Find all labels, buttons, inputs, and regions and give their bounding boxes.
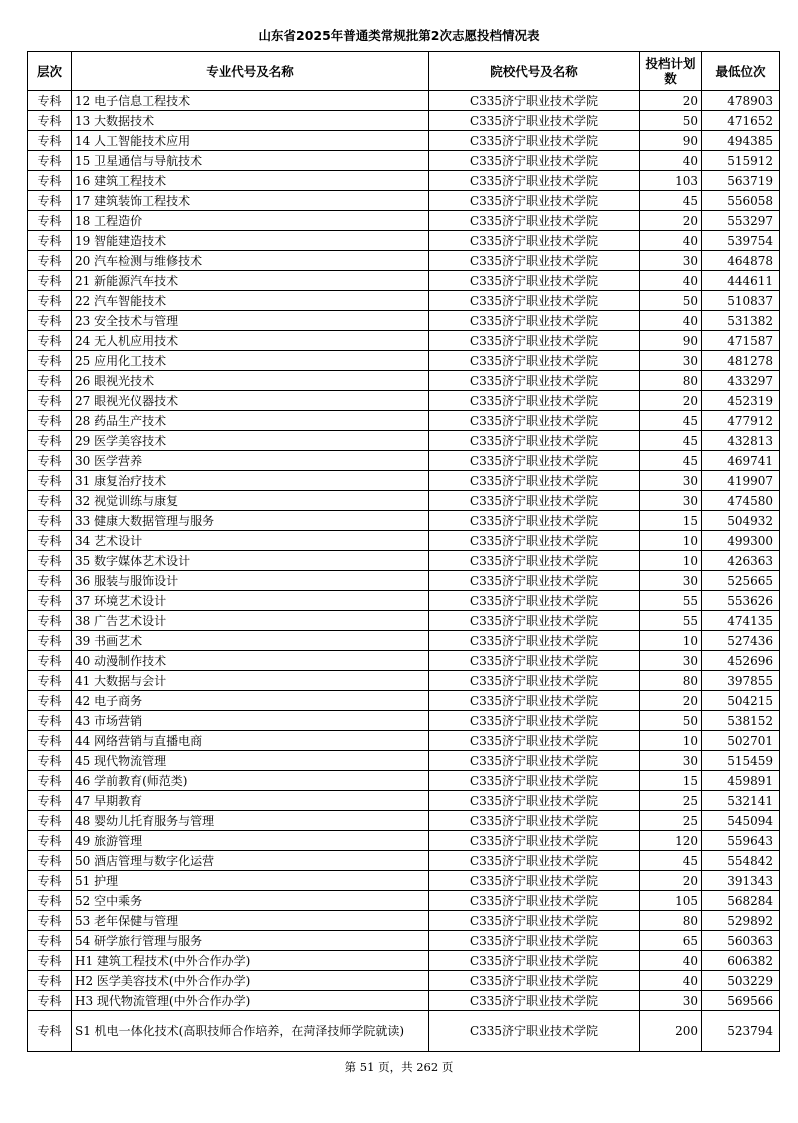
cell-plan: 30 — [640, 471, 702, 491]
cell-level: 专科 — [28, 731, 72, 751]
cell-plan: 10 — [640, 531, 702, 551]
cell-level: 专科 — [28, 971, 72, 991]
cell-level: 专科 — [28, 451, 72, 471]
cell-level: 专科 — [28, 671, 72, 691]
cell-school: C335济宁职业技术学院 — [429, 411, 640, 431]
cell-plan: 45 — [640, 431, 702, 451]
cell-level: 专科 — [28, 211, 72, 231]
cell-plan: 10 — [640, 731, 702, 751]
table-row — [28, 471, 780, 491]
cell-major: 40 动漫制作技术 — [72, 651, 429, 671]
cell-major: 23 安全技术与管理 — [72, 311, 429, 331]
cell-plan: 90 — [640, 131, 702, 151]
table-row — [28, 291, 780, 311]
cell-major: 28 药品生产技术 — [72, 411, 429, 431]
header-school: 院校代号及名称 — [429, 52, 640, 91]
cell-plan: 55 — [640, 611, 702, 631]
cell-plan: 90 — [640, 331, 702, 351]
cell-plan: 30 — [640, 571, 702, 591]
cell-plan: 30 — [640, 251, 702, 271]
table-row — [28, 391, 780, 411]
cell-level: 专科 — [28, 611, 72, 631]
table-row — [28, 311, 780, 331]
cell-major: 49 旅游管理 — [72, 831, 429, 851]
table-row — [28, 631, 780, 651]
cell-rank: 474135 — [702, 611, 780, 631]
cell-level: 专科 — [28, 331, 72, 351]
table-row — [28, 771, 780, 791]
cell-level: 专科 — [28, 991, 72, 1011]
admission-table — [27, 51, 780, 1052]
cell-plan: 45 — [640, 411, 702, 431]
table-row — [28, 491, 780, 511]
cell-level: 专科 — [28, 151, 72, 171]
cell-school: C335济宁职业技术学院 — [429, 471, 640, 491]
cell-school: C335济宁职业技术学院 — [429, 351, 640, 371]
cell-major: S1 机电一体化技术(高职技师合作培养，在菏泽技师学院就读) — [72, 1011, 429, 1052]
cell-school: C335济宁职业技术学院 — [429, 91, 640, 111]
table-row — [28, 931, 780, 951]
cell-major: 26 眼视光技术 — [72, 371, 429, 391]
cell-school: C335济宁职业技术学院 — [429, 551, 640, 571]
cell-plan: 20 — [640, 211, 702, 231]
table-row — [28, 1011, 780, 1052]
cell-level: 专科 — [28, 271, 72, 291]
cell-school: C335济宁职业技术学院 — [429, 651, 640, 671]
cell-plan: 50 — [640, 291, 702, 311]
cell-plan: 20 — [640, 391, 702, 411]
cell-level: 专科 — [28, 811, 72, 831]
cell-rank: 556058 — [702, 191, 780, 211]
cell-rank: 504932 — [702, 511, 780, 531]
cell-plan: 40 — [640, 951, 702, 971]
cell-rank: 527436 — [702, 631, 780, 651]
cell-level: 专科 — [28, 851, 72, 871]
header-rank: 最低位次 — [702, 52, 780, 91]
table-row — [28, 411, 780, 431]
cell-plan: 80 — [640, 911, 702, 931]
cell-school: C335济宁职业技术学院 — [429, 171, 640, 191]
cell-rank: 553297 — [702, 211, 780, 231]
cell-rank: 477912 — [702, 411, 780, 431]
table-row — [28, 211, 780, 231]
table-row — [28, 331, 780, 351]
cell-level: 专科 — [28, 791, 72, 811]
cell-plan: 30 — [640, 651, 702, 671]
cell-major: 53 老年保健与管理 — [72, 911, 429, 931]
cell-rank: 559643 — [702, 831, 780, 851]
cell-level: 专科 — [28, 251, 72, 271]
cell-level: 专科 — [28, 551, 72, 571]
cell-school: C335济宁职业技术学院 — [429, 311, 640, 331]
cell-rank: 391343 — [702, 871, 780, 891]
cell-level: 专科 — [28, 931, 72, 951]
cell-level: 专科 — [28, 511, 72, 531]
cell-level: 专科 — [28, 531, 72, 551]
cell-major: 17 建筑装饰工程技术 — [72, 191, 429, 211]
cell-rank: 515459 — [702, 751, 780, 771]
table-row — [28, 531, 780, 551]
cell-school: C335济宁职业技术学院 — [429, 951, 640, 971]
table-row — [28, 951, 780, 971]
cell-level: 专科 — [28, 351, 72, 371]
cell-school: C335济宁职业技术学院 — [429, 291, 640, 311]
cell-rank: 478903 — [702, 91, 780, 111]
cell-level: 专科 — [28, 431, 72, 451]
cell-school: C335济宁职业技术学院 — [429, 691, 640, 711]
cell-plan: 20 — [640, 91, 702, 111]
cell-rank: 568284 — [702, 891, 780, 911]
table-row — [28, 371, 780, 391]
cell-rank: 504215 — [702, 691, 780, 711]
cell-major: 48 婴幼儿托育服务与管理 — [72, 811, 429, 831]
cell-rank: 452696 — [702, 651, 780, 671]
cell-school: C335济宁职业技术学院 — [429, 831, 640, 851]
cell-school: C335济宁职业技术学院 — [429, 371, 640, 391]
table-row — [28, 431, 780, 451]
cell-plan: 80 — [640, 371, 702, 391]
cell-major: 12 电子信息工程技术 — [72, 91, 429, 111]
cell-level: 专科 — [28, 691, 72, 711]
table-row — [28, 191, 780, 211]
cell-major: 25 应用化工技术 — [72, 351, 429, 371]
table-row — [28, 711, 780, 731]
cell-school: C335济宁职业技术学院 — [429, 491, 640, 511]
cell-major: 29 医学美容技术 — [72, 431, 429, 451]
cell-major: 21 新能源汽车技术 — [72, 271, 429, 291]
cell-plan: 15 — [640, 511, 702, 531]
cell-school: C335济宁职业技术学院 — [429, 751, 640, 771]
table-row — [28, 891, 780, 911]
cell-major: 18 工程造价 — [72, 211, 429, 231]
cell-rank: 538152 — [702, 711, 780, 731]
cell-level: 专科 — [28, 711, 72, 731]
cell-rank: 419907 — [702, 471, 780, 491]
cell-plan: 25 — [640, 811, 702, 831]
cell-rank: 515912 — [702, 151, 780, 171]
cell-level: 专科 — [28, 591, 72, 611]
cell-major: 50 酒店管理与数字化运营 — [72, 851, 429, 871]
cell-major: 36 服装与服饰设计 — [72, 571, 429, 591]
cell-level: 专科 — [28, 1011, 72, 1052]
cell-level: 专科 — [28, 191, 72, 211]
cell-major: 24 无人机应用技术 — [72, 331, 429, 351]
cell-school: C335济宁职业技术学院 — [429, 811, 640, 831]
table-row — [28, 171, 780, 191]
cell-school: C335济宁职业技术学院 — [429, 571, 640, 591]
cell-rank: 494385 — [702, 131, 780, 151]
cell-plan: 20 — [640, 871, 702, 891]
table-row — [28, 111, 780, 131]
cell-school: C335济宁职业技术学院 — [429, 911, 640, 931]
cell-school: C335济宁职业技术学院 — [429, 391, 640, 411]
cell-school: C335济宁职业技术学院 — [429, 211, 640, 231]
cell-rank: 510837 — [702, 291, 780, 311]
cell-level: 专科 — [28, 391, 72, 411]
cell-school: C335济宁职业技术学院 — [429, 611, 640, 631]
cell-plan: 50 — [640, 111, 702, 131]
cell-school: C335济宁职业技术学院 — [429, 431, 640, 451]
cell-school: C335济宁职业技术学院 — [429, 771, 640, 791]
table-row — [28, 131, 780, 151]
cell-plan: 200 — [640, 1011, 702, 1052]
cell-major: 32 视觉训练与康复 — [72, 491, 429, 511]
cell-major: 43 市场营销 — [72, 711, 429, 731]
table-row — [28, 551, 780, 571]
cell-level: 专科 — [28, 371, 72, 391]
cell-rank: 606382 — [702, 951, 780, 971]
cell-plan: 50 — [640, 711, 702, 731]
table-row — [28, 851, 780, 871]
cell-level: 专科 — [28, 311, 72, 331]
table-row — [28, 651, 780, 671]
cell-school: C335济宁职业技术学院 — [429, 591, 640, 611]
cell-plan: 10 — [640, 631, 702, 651]
cell-plan: 45 — [640, 191, 702, 211]
cell-plan: 103 — [640, 171, 702, 191]
cell-rank: 502701 — [702, 731, 780, 751]
cell-rank: 523794 — [702, 1011, 780, 1052]
cell-rank: 464878 — [702, 251, 780, 271]
cell-rank: 525665 — [702, 571, 780, 591]
cell-level: 专科 — [28, 291, 72, 311]
cell-rank: 539754 — [702, 231, 780, 251]
cell-school: C335济宁职业技术学院 — [429, 711, 640, 731]
cell-rank: 560363 — [702, 931, 780, 951]
cell-level: 专科 — [28, 231, 72, 251]
cell-rank: 459891 — [702, 771, 780, 791]
cell-rank: 452319 — [702, 391, 780, 411]
cell-rank: 471587 — [702, 331, 780, 351]
cell-major: 39 书画艺术 — [72, 631, 429, 651]
cell-major: H1 建筑工程技术(中外合作办学) — [72, 951, 429, 971]
cell-major: H2 医学美容技术(中外合作办学) — [72, 971, 429, 991]
cell-rank: 545094 — [702, 811, 780, 831]
table-row — [28, 731, 780, 751]
cell-major: 54 研学旅行管理与服务 — [72, 931, 429, 951]
cell-level: 专科 — [28, 771, 72, 791]
cell-major: 19 智能建造技术 — [72, 231, 429, 251]
table-row — [28, 991, 780, 1011]
table-row — [28, 151, 780, 171]
table-row — [28, 91, 780, 111]
table-row — [28, 511, 780, 531]
table-row — [28, 451, 780, 471]
cell-plan: 30 — [640, 991, 702, 1011]
cell-rank: 532141 — [702, 791, 780, 811]
cell-plan: 15 — [640, 771, 702, 791]
cell-school: C335济宁职业技术学院 — [429, 891, 640, 911]
table-row — [28, 591, 780, 611]
cell-rank: 563719 — [702, 171, 780, 191]
cell-rank: 569566 — [702, 991, 780, 1011]
cell-school: C335济宁职业技术学院 — [429, 271, 640, 291]
header-level: 层次 — [28, 52, 72, 91]
header-major: 专业代号及名称 — [72, 52, 429, 91]
cell-plan: 25 — [640, 791, 702, 811]
cell-school: C335济宁职业技术学院 — [429, 851, 640, 871]
cell-major: 47 早期教育 — [72, 791, 429, 811]
cell-rank: 426363 — [702, 551, 780, 571]
table-row — [28, 791, 780, 811]
table-row — [28, 871, 780, 891]
cell-plan: 40 — [640, 271, 702, 291]
cell-plan: 65 — [640, 931, 702, 951]
cell-rank: 397855 — [702, 671, 780, 691]
cell-plan: 40 — [640, 151, 702, 171]
cell-rank: 474580 — [702, 491, 780, 511]
cell-rank: 499300 — [702, 531, 780, 551]
cell-major: 15 卫星通信与导航技术 — [72, 151, 429, 171]
cell-school: C335济宁职业技术学院 — [429, 511, 640, 531]
table-row — [28, 351, 780, 371]
header-plan: 投档计划数 — [640, 52, 702, 91]
cell-school: C335济宁职业技术学院 — [429, 731, 640, 751]
cell-major: 45 现代物流管理 — [72, 751, 429, 771]
cell-school: C335济宁职业技术学院 — [429, 111, 640, 131]
cell-major: 34 艺术设计 — [72, 531, 429, 551]
cell-school: C335济宁职业技术学院 — [429, 1011, 640, 1052]
table-row — [28, 251, 780, 271]
cell-school: C335济宁职业技术学院 — [429, 631, 640, 651]
cell-major: 31 康复治疗技术 — [72, 471, 429, 491]
cell-major: 41 大数据与会计 — [72, 671, 429, 691]
cell-rank: 554842 — [702, 851, 780, 871]
cell-major: H3 现代物流管理(中外合作办学) — [72, 991, 429, 1011]
cell-level: 专科 — [28, 631, 72, 651]
cell-level: 专科 — [28, 471, 72, 491]
cell-plan: 40 — [640, 311, 702, 331]
cell-level: 专科 — [28, 911, 72, 931]
cell-rank: 529892 — [702, 911, 780, 931]
cell-school: C335济宁职业技术学院 — [429, 131, 640, 151]
page-title: 山东省2025年普通类常规批第2次志愿投档情况表 — [258, 28, 540, 43]
cell-plan: 30 — [640, 491, 702, 511]
cell-level: 专科 — [28, 91, 72, 111]
cell-school: C335济宁职业技术学院 — [429, 231, 640, 251]
cell-plan: 30 — [640, 351, 702, 371]
cell-school: C335济宁职业技术学院 — [429, 531, 640, 551]
cell-school: C335济宁职业技术学院 — [429, 191, 640, 211]
cell-major: 37 环境艺术设计 — [72, 591, 429, 611]
table-row — [28, 671, 780, 691]
cell-plan: 40 — [640, 231, 702, 251]
cell-major: 52 空中乘务 — [72, 891, 429, 911]
cell-plan: 120 — [640, 831, 702, 851]
table-row — [28, 691, 780, 711]
cell-rank: 471652 — [702, 111, 780, 131]
cell-level: 专科 — [28, 871, 72, 891]
cell-plan: 40 — [640, 971, 702, 991]
page-footer: 第 51 页，共 262 页 — [344, 1060, 454, 1074]
cell-major: 51 护理 — [72, 871, 429, 891]
table-body — [28, 91, 780, 1052]
cell-major: 35 数字媒体艺术设计 — [72, 551, 429, 571]
cell-level: 专科 — [28, 891, 72, 911]
cell-plan: 30 — [640, 751, 702, 771]
table-row — [28, 971, 780, 991]
cell-rank: 531382 — [702, 311, 780, 331]
cell-major: 20 汽车检测与维修技术 — [72, 251, 429, 271]
cell-rank: 503229 — [702, 971, 780, 991]
cell-school: C335济宁职业技术学院 — [429, 791, 640, 811]
cell-school: C335济宁职业技术学院 — [429, 991, 640, 1011]
table-row — [28, 811, 780, 831]
cell-major: 44 网络营销与直播电商 — [72, 731, 429, 751]
cell-rank: 553626 — [702, 591, 780, 611]
cell-level: 专科 — [28, 171, 72, 191]
cell-rank: 432813 — [702, 431, 780, 451]
table-header-row — [28, 52, 780, 91]
table-row — [28, 271, 780, 291]
cell-level: 专科 — [28, 751, 72, 771]
cell-rank: 469741 — [702, 451, 780, 471]
cell-school: C335济宁职业技术学院 — [429, 931, 640, 951]
cell-rank: 433297 — [702, 371, 780, 391]
cell-major: 42 电子商务 — [72, 691, 429, 711]
cell-level: 专科 — [28, 111, 72, 131]
cell-plan: 55 — [640, 591, 702, 611]
cell-major: 27 眼视光仪器技术 — [72, 391, 429, 411]
cell-major: 30 医学营养 — [72, 451, 429, 471]
cell-school: C335济宁职业技术学院 — [429, 251, 640, 271]
cell-major: 38 广告艺术设计 — [72, 611, 429, 631]
cell-level: 专科 — [28, 411, 72, 431]
cell-level: 专科 — [28, 131, 72, 151]
table-row — [28, 571, 780, 591]
cell-plan: 45 — [640, 451, 702, 471]
cell-rank: 481278 — [702, 351, 780, 371]
cell-rank: 444611 — [702, 271, 780, 291]
cell-plan: 45 — [640, 851, 702, 871]
cell-level: 专科 — [28, 571, 72, 591]
table-row — [28, 751, 780, 771]
cell-school: C335济宁职业技术学院 — [429, 151, 640, 171]
cell-major: 13 大数据技术 — [72, 111, 429, 131]
cell-level: 专科 — [28, 951, 72, 971]
cell-school: C335济宁职业技术学院 — [429, 971, 640, 991]
cell-plan: 10 — [640, 551, 702, 571]
cell-school: C335济宁职业技术学院 — [429, 451, 640, 471]
table-row — [28, 831, 780, 851]
cell-major: 14 人工智能技术应用 — [72, 131, 429, 151]
cell-school: C335济宁职业技术学院 — [429, 331, 640, 351]
cell-major: 22 汽车智能技术 — [72, 291, 429, 311]
cell-major: 46 学前教育(师范类) — [72, 771, 429, 791]
cell-plan: 20 — [640, 691, 702, 711]
cell-major: 16 建筑工程技术 — [72, 171, 429, 191]
cell-plan: 105 — [640, 891, 702, 911]
table-row — [28, 611, 780, 631]
table-row — [28, 911, 780, 931]
cell-level: 专科 — [28, 831, 72, 851]
cell-major: 33 健康大数据管理与服务 — [72, 511, 429, 531]
cell-school: C335济宁职业技术学院 — [429, 671, 640, 691]
cell-level: 专科 — [28, 651, 72, 671]
table-row — [28, 231, 780, 251]
cell-school: C335济宁职业技术学院 — [429, 871, 640, 891]
cell-level: 专科 — [28, 491, 72, 511]
cell-plan: 80 — [640, 671, 702, 691]
